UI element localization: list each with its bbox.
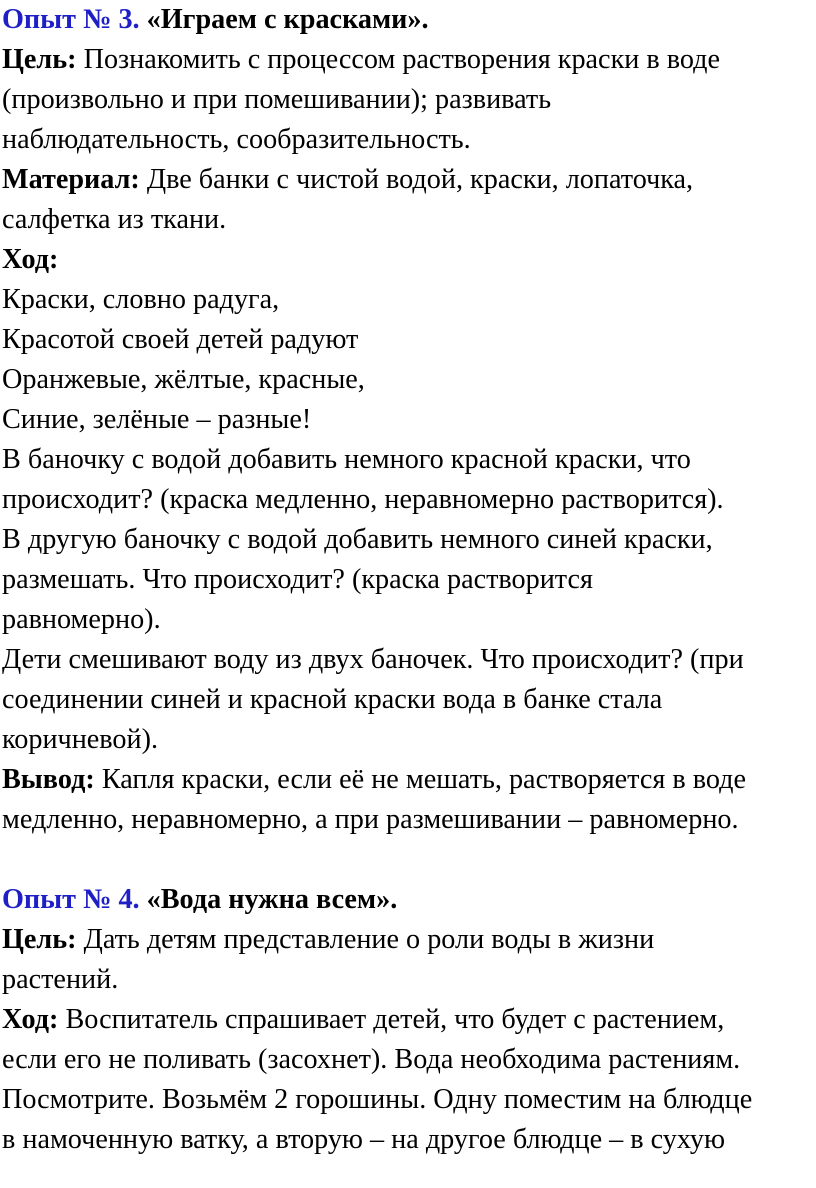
exp3-goal-label: Цель: <box>2 44 77 75</box>
exp4-process-line-1 <box>2 1000 814 1040</box>
exp3-body-line-8: коричневой). <box>2 724 159 755</box>
exp3-poem-line-3: Оранжевые, жёлтые, красные, <box>2 364 365 395</box>
exp3-body-line-6: Дети смешивают воду из двух баночек. Что происходит? (при <box>2 644 744 675</box>
exp3-poem-line-2: Красотой своей детей радуют <box>2 324 359 355</box>
exp3-conclusion-line-2: медленно, неравномерно, а при размешивании – равномерно. <box>2 804 739 835</box>
exp4-heading <box>2 880 814 920</box>
exp4-process-label: Ход: <box>2 1004 59 1035</box>
exp3-goal-line-3: наблюдательность, сообразительность. <box>2 124 471 155</box>
exp3-material-label: Материал: <box>2 164 140 195</box>
exp3-material-text-1: Две банки с чистой водой, краски, лопаточка, <box>139 164 694 195</box>
exp3-goal-text-1: Познакомить с процессом растворения краски в воде <box>76 44 720 75</box>
exp4-process-line-4: в намоченную ватку, а вторую – на другое блюдце – в сухую <box>2 1124 726 1155</box>
exp3-poem-line-1: Краски, словно радуга, <box>2 284 280 315</box>
exp3-conclusion-label: Вывод: <box>2 764 95 795</box>
exp3-poem-line-4: Синие, зелёные – разные! <box>2 404 312 435</box>
exp3-body-line-2: происходит? (краска медленно, неравномерно растворится). <box>2 484 724 515</box>
exp3-body-line-7: соединении синей и красной краски вода в банке стала <box>2 684 663 715</box>
exp3-body-line-1: В баночку с водой добавить немного красной краски, что <box>2 444 691 475</box>
exp3-process-label: Ход: <box>2 244 59 275</box>
exp4-process-line-2: если его не поливать (засохнет). Вода необходима растениям. <box>2 1044 741 1075</box>
exp3-goal-line-2: (произвольно и при помешивании); развивать <box>2 84 552 115</box>
document-page <box>2 0 814 1160</box>
exp3-heading-label: Опыт № 3. <box>2 4 140 35</box>
exp3-material-line-1 <box>2 160 814 200</box>
exp4-process-line-3: Посмотрите. Возьмём 2 горошины. Одну поместим на блюдце <box>2 1084 753 1115</box>
exp4-heading-title: «Вода нужна всем». <box>139 884 398 915</box>
exp3-conclusion-text-1: Капля краски, если её не мешать, растворяется в воде <box>94 764 746 795</box>
exp4-goal-line-1 <box>2 920 814 960</box>
exp3-body-line-4: размешать. Что происходит? (краска растворится <box>2 564 593 595</box>
exp3-goal-line-1 <box>2 40 814 80</box>
exp3-heading <box>2 0 814 40</box>
exp3-conclusion-line-1 <box>2 760 814 800</box>
exp4-process-text-1: Воспитатель спрашивает детей, что будет с растением, <box>58 1004 725 1035</box>
exp3-heading-title: «Играем с красками». <box>139 4 429 35</box>
exp4-goal-line-2: растений. <box>2 964 119 995</box>
exp4-heading-label: Опыт № 4. <box>2 884 140 915</box>
exp3-body-line-5: равномерно). <box>2 604 161 635</box>
exp4-goal-label: Цель: <box>2 924 77 955</box>
exp3-material-line-2: салфетка из ткани. <box>2 204 227 235</box>
exp4-goal-text-1: Дать детям представление о роли воды в жизни <box>76 924 655 955</box>
exp3-body-line-3: В другую баночку с водой добавить немного синей краски, <box>2 524 713 555</box>
section-spacer <box>2 840 814 880</box>
